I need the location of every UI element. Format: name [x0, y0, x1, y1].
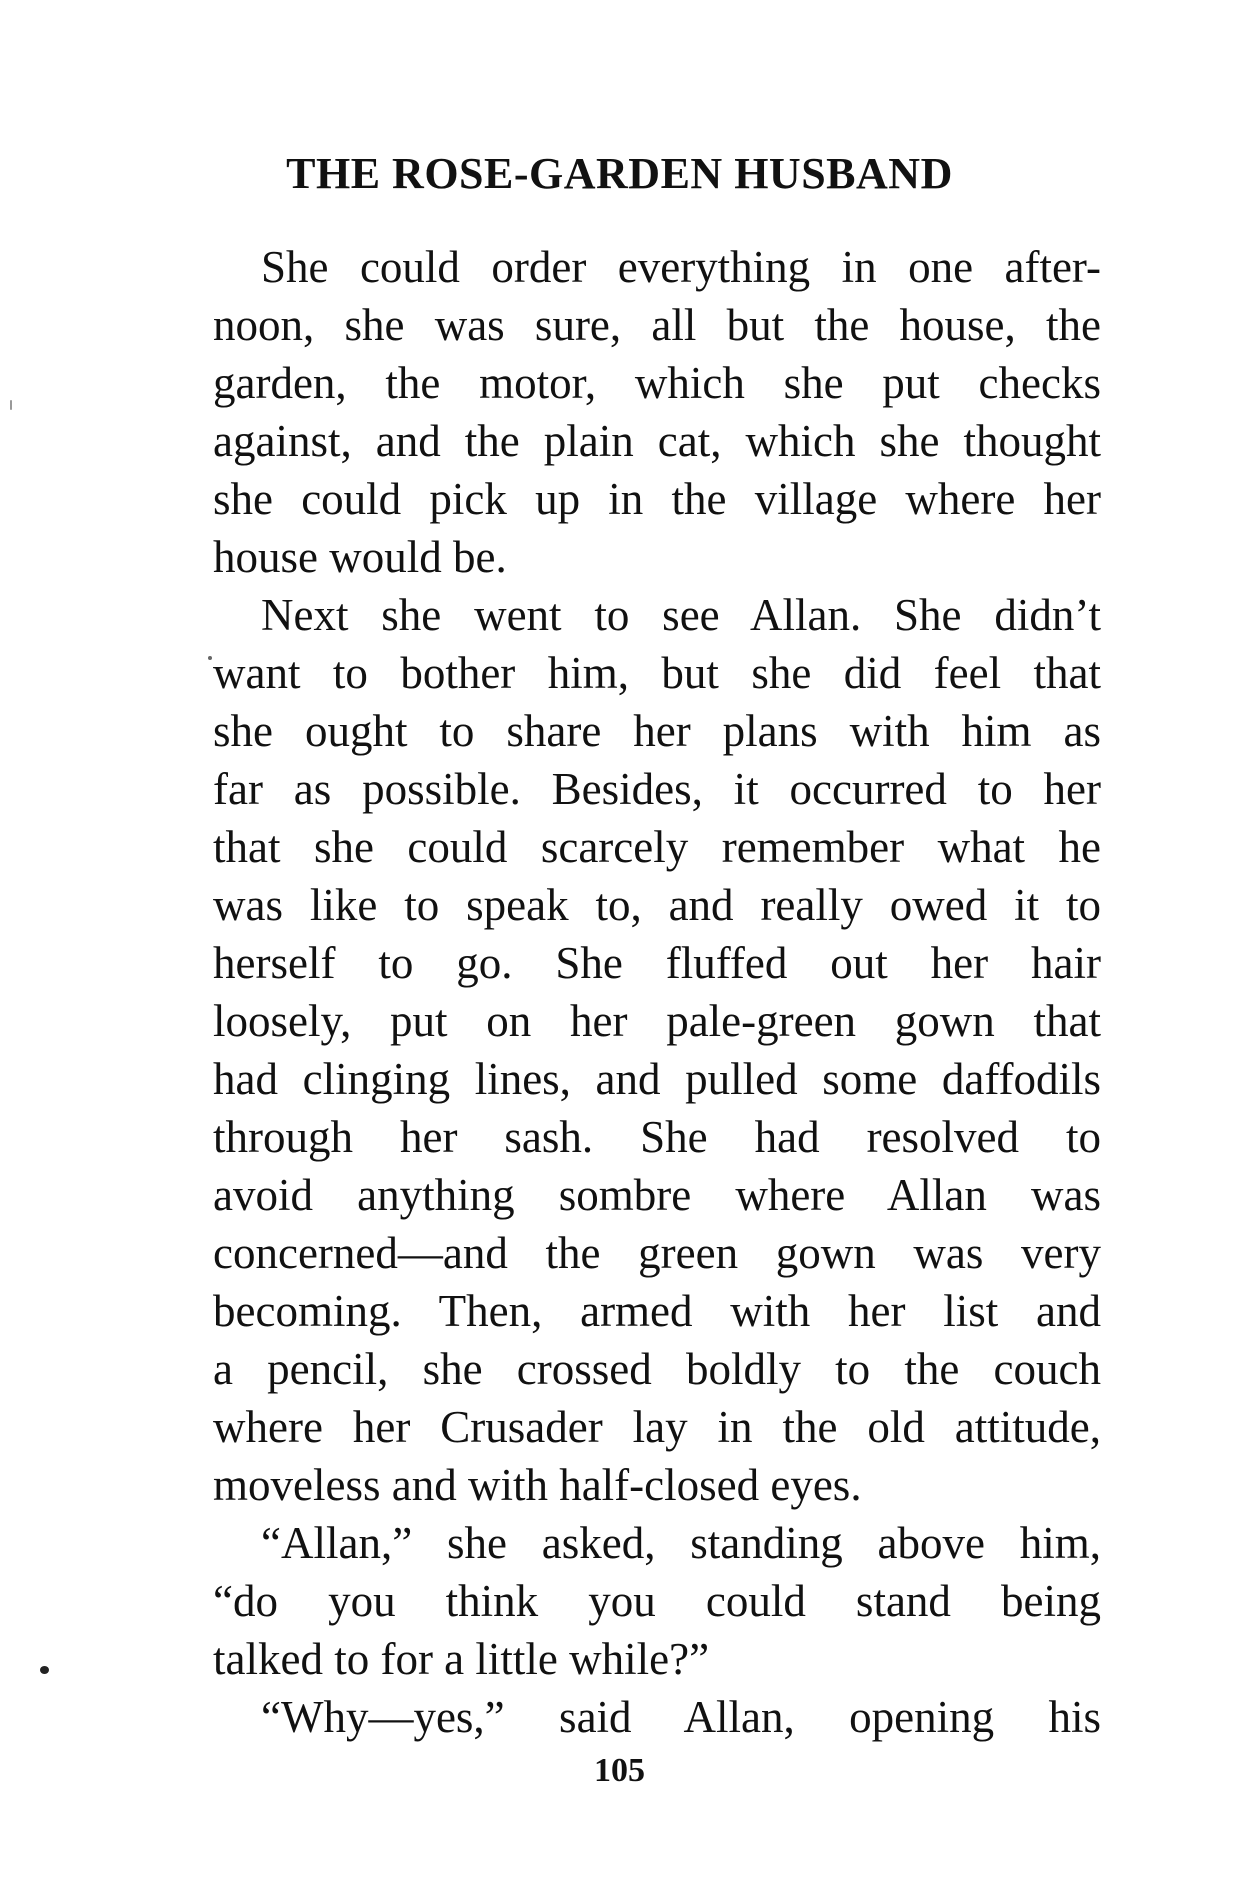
text-line: she could pick up in the village where her	[213, 474, 1101, 524]
text-line: talked to for a little while?”	[213, 1634, 710, 1684]
text-line: Next she went to see Allan. She didn’t	[261, 590, 1101, 640]
text-line: was like to speak to, and really owed it to	[213, 880, 1101, 930]
text-line: She could order everything in one after-	[261, 242, 1101, 292]
text-line: becoming. Then, armed with her list and	[213, 1286, 1101, 1336]
text-line: far as possible. Besides, it occurred to her	[213, 764, 1101, 814]
text-line: through her sash. She had resolved to	[213, 1112, 1101, 1162]
print-speck	[40, 1666, 49, 1674]
text-line: want to bother him, but she did feel that	[213, 648, 1101, 698]
text-line: she ought to share her plans with him as	[213, 706, 1101, 756]
text-line: “do you think you could stand being	[213, 1576, 1101, 1626]
text-line: concerned—and the green gown was very	[213, 1228, 1101, 1278]
text-line: against, and the plain cat, which she thought	[213, 416, 1101, 466]
text-line: herself to go. She fluffed out her hair	[213, 938, 1101, 988]
text-line: “Allan,” she asked, standing above him,	[261, 1518, 1101, 1568]
print-speck	[208, 656, 212, 660]
text-line: where her Crusader lay in the old attitude,	[213, 1402, 1101, 1452]
text-line: loosely, put on her pale-green gown that	[213, 996, 1101, 1046]
text-line: had clinging lines, and pulled some daffodils	[213, 1054, 1101, 1104]
text-line: a pencil, she crossed boldly to the couch	[213, 1344, 1101, 1394]
text-line: moveless and with half-closed eyes.	[213, 1460, 862, 1510]
text-line: garden, the motor, which she put checks	[213, 358, 1101, 408]
page-number: 105	[594, 1752, 645, 1789]
print-speck	[10, 400, 12, 410]
text-line: that she could scarcely remember what he	[213, 822, 1101, 872]
text-line: avoid anything sombre where Allan was	[213, 1170, 1101, 1220]
text-line: noon, she was sure, all but the house, the	[213, 300, 1101, 350]
text-line: house would be.	[213, 532, 507, 582]
running-header: THE ROSE-GARDEN HUSBAND	[286, 149, 953, 198]
text-line: “Why—yes,” said Allan, opening his	[261, 1692, 1101, 1742]
